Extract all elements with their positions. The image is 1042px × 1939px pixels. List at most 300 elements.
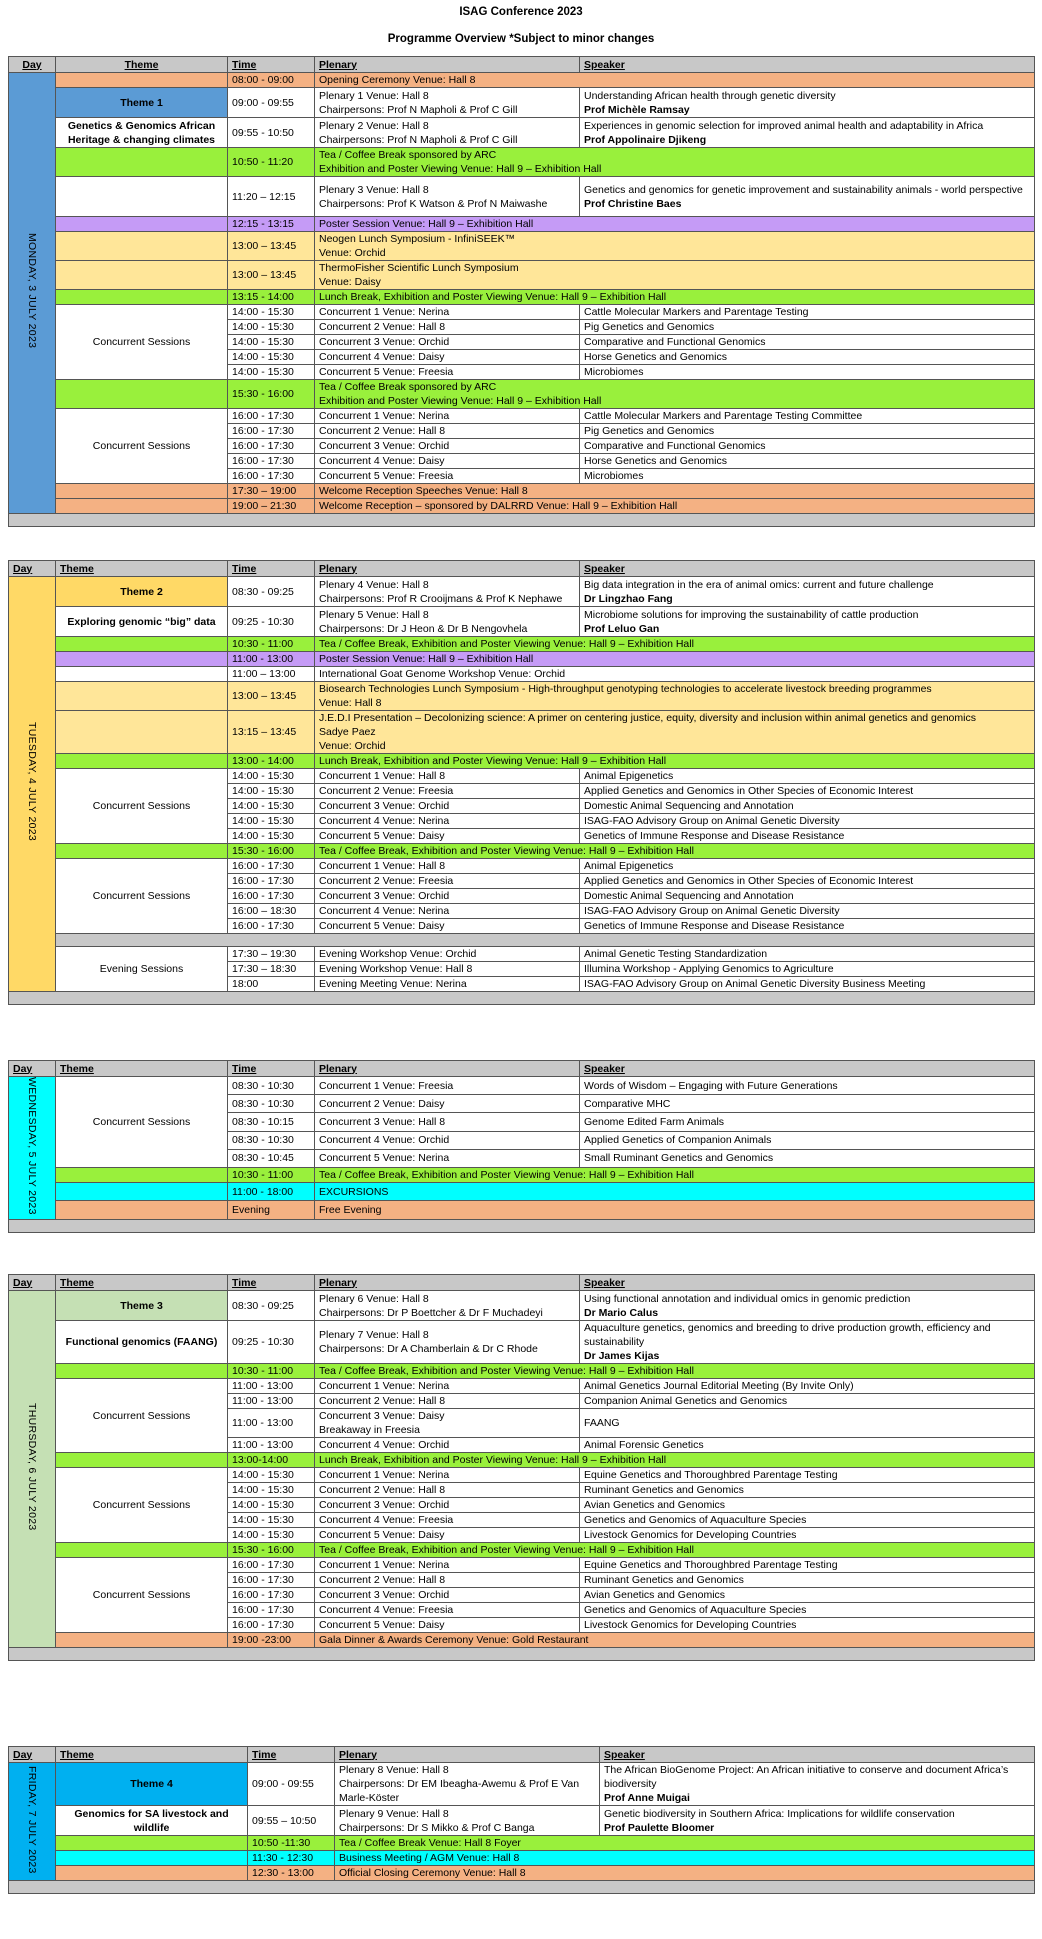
speaker-topic: ISAG-FAO Advisory Group on Animal Genetic Diversity — [584, 815, 840, 827]
day-table — [8, 56, 1035, 527]
concurrent-sessions-label: Concurrent Sessions — [56, 1558, 228, 1633]
session-time: 14:00 - 15:30 — [228, 350, 315, 365]
header-day: Day — [9, 1061, 56, 1077]
theme-cell — [56, 1453, 228, 1468]
schedule-row — [9, 73, 1035, 88]
session-time: 18:00 — [228, 977, 315, 992]
session-title: Concurrent 3 Venue: Orchid — [315, 439, 580, 454]
header-time: Time — [228, 1275, 315, 1291]
session-time: 08:30 - 10:30 — [228, 1131, 315, 1149]
theme-cell — [56, 652, 228, 667]
session-time: 08:30 - 10:45 — [228, 1149, 315, 1167]
speaker-topic: Applied Genetics and Genomics in Other Species of Economic Interest — [584, 875, 914, 887]
day-table — [8, 1060, 1035, 1233]
header-day: Day — [9, 561, 56, 577]
session-time: 09:55 – 10:50 — [248, 1806, 335, 1836]
session-time: 14:00 - 15:30 — [228, 769, 315, 784]
theme-cell — [56, 380, 228, 409]
concurrent-sessions-label: Concurrent Sessions — [56, 769, 228, 844]
session-time: 10:50 - 11:20 — [228, 148, 315, 177]
speaker-cell — [580, 1438, 1035, 1453]
speaker-cell — [580, 409, 1035, 424]
session-title: Tea / Coffee Break, Exhibition and Poster Viewing Venue: Hall 9 – Exhibition Hall — [315, 844, 1035, 859]
speaker-cell — [580, 365, 1035, 380]
session-time: 11:00 - 13:00 — [228, 652, 315, 667]
schedule-row — [9, 1468, 1035, 1483]
schedule-row — [9, 290, 1035, 305]
session-title: Concurrent 1 Venue: Nerina — [315, 1558, 580, 1573]
session-time: 09:25 - 10:30 — [228, 1321, 315, 1364]
speaker-cell — [580, 1409, 1035, 1438]
day-table — [8, 1746, 1035, 1894]
theme-subtitle: Functional genomics (FAANG) — [56, 1321, 228, 1364]
session-title: Plenary 1 Venue: Hall 8 Chairpersons: Prof N Mapholi & Prof C Gill — [315, 88, 580, 118]
session-title: Plenary 2 Venue: Hall 8 Chairpersons: Prof N Mapholi & Prof C Gill — [315, 118, 580, 148]
session-time: 16:00 - 17:30 — [228, 454, 315, 469]
session-time: 17:30 – 19:30 — [228, 947, 315, 962]
theme-cell — [56, 484, 228, 499]
session-time: 14:00 - 15:30 — [228, 1483, 315, 1498]
session-time: 15:30 - 16:00 — [228, 1543, 315, 1558]
session-title: Plenary 4 Venue: Hall 8 Chairpersons: Prof R Crooijmans & Prof K Nephawe — [315, 577, 580, 607]
schedule-row — [9, 1633, 1035, 1648]
speaker-name: Dr James Kijas — [584, 1350, 660, 1362]
header-row — [9, 1747, 1035, 1763]
session-time: 16:00 - 17:30 — [228, 859, 315, 874]
speaker-topic: Aquaculture genetics, genomics and breeding to drive production growth, efficiency and sustainability — [584, 1322, 991, 1348]
speaker-cell — [580, 1077, 1035, 1095]
speaker-name: Prof Appolinaire Djikeng — [584, 133, 707, 146]
session-title: Concurrent 2 Venue: Hall 8 — [315, 1483, 580, 1498]
theme-cell — [56, 290, 228, 305]
spacer-cell — [9, 1648, 1035, 1661]
speaker-cell — [600, 1806, 1035, 1836]
session-time: 15:30 - 16:00 — [228, 844, 315, 859]
session-time: 14:00 - 15:30 — [228, 784, 315, 799]
session-time: 14:00 - 15:30 — [228, 320, 315, 335]
session-time: 17:30 – 18:30 — [228, 962, 315, 977]
schedule-row — [9, 177, 1035, 217]
schedule-row — [9, 1201, 1035, 1219]
speaker-topic: Pig Genetics and Genomics — [584, 425, 715, 437]
schedule-row — [9, 1321, 1035, 1364]
speaker-cell — [580, 88, 1035, 118]
speaker-cell — [580, 784, 1035, 799]
session-title: Concurrent 5 Venue: Daisy — [315, 1528, 580, 1543]
schedule-row — [9, 667, 1035, 682]
theme-cell — [56, 1866, 248, 1881]
session-time: 12:30 - 13:00 — [248, 1866, 335, 1881]
speaker-cell — [580, 1379, 1035, 1394]
speaker-topic: Cattle Molecular Markers and Parentage Testing Committee — [584, 410, 863, 422]
speaker-cell — [580, 1573, 1035, 1588]
speaker-topic: Comparative and Functional Genomics — [584, 336, 766, 348]
session-time: 16:00 - 17:30 — [228, 1618, 315, 1633]
session-title: Neogen Lunch Symposium - InfiniSEEK™ Venue: Orchid — [315, 232, 1035, 261]
session-title: Concurrent 4 Venue: Daisy — [315, 350, 580, 365]
session-title: Concurrent 1 Venue: Hall 8 — [315, 769, 580, 784]
schedule-row — [9, 1851, 1035, 1866]
session-title: Lunch Break, Exhibition and Poster Viewing Venue: Hall 9 – Exhibition Hall — [315, 754, 1035, 769]
spacer-row — [9, 992, 1035, 1005]
gap-cell — [56, 934, 1035, 947]
session-title: Evening Meeting Venue: Nerina — [315, 977, 580, 992]
schedule-row — [9, 754, 1035, 769]
speaker-cell — [580, 829, 1035, 844]
schedule-row — [9, 652, 1035, 667]
speaker-topic: Livestock Genomics for Developing Countries — [584, 1529, 797, 1541]
session-time: 11:20 – 12:15 — [228, 177, 315, 217]
speaker-name: Prof Paulette Bloomer — [604, 1821, 715, 1834]
speaker-cell — [580, 1468, 1035, 1483]
session-title: Concurrent 5 Venue: Freesia — [315, 469, 580, 484]
theme-cell — [56, 1364, 228, 1379]
session-time: 08:30 - 10:30 — [228, 1077, 315, 1095]
theme-cell — [56, 499, 228, 514]
session-time: 12:15 - 13:15 — [228, 217, 315, 232]
session-title: Concurrent 1 Venue: Hall 8 — [315, 859, 580, 874]
theme-cell — [56, 1851, 248, 1866]
speaker-cell — [580, 814, 1035, 829]
theme-cell — [56, 217, 228, 232]
speaker-cell — [580, 1291, 1035, 1321]
session-title: Plenary 3 Venue: Hall 8 Chairpersons: Prof K Watson & Prof N Maiwashe — [315, 177, 580, 217]
speaker-topic: Companion Animal Genetics and Genomics — [584, 1395, 788, 1407]
theme-cell — [56, 711, 228, 754]
document-subtitle: Programme Overview *Subject to minor changes — [387, 33, 655, 45]
speaker-topic: Genetics of Immune Response and Disease Resistance — [584, 920, 845, 932]
speaker-topic: Avian Genetics and Genomics — [584, 1589, 726, 1601]
schedule-row — [9, 88, 1035, 118]
session-time: 09:00 - 09:55 — [228, 88, 315, 118]
speaker-cell — [580, 1483, 1035, 1498]
header-speaker: Speaker — [580, 1275, 1035, 1291]
session-time: 19:00 -23:00 — [228, 1633, 315, 1648]
session-time: 14:00 - 15:30 — [228, 1528, 315, 1543]
session-time: 14:00 - 15:30 — [228, 305, 315, 320]
session-time: 13:00-14:00 — [228, 1453, 315, 1468]
spacer-row — [9, 1648, 1035, 1661]
session-time: 11:00 - 13:00 — [228, 1394, 315, 1409]
speaker-topic: Genetics and genomics for genetic improvement and sustainability animals - world perspective — [584, 183, 1023, 196]
session-time: 16:00 - 17:30 — [228, 409, 315, 424]
session-title: Concurrent 5 Venue: Daisy — [315, 1618, 580, 1633]
header-theme: Theme — [56, 57, 228, 73]
session-time: 14:00 - 15:30 — [228, 365, 315, 380]
session-title: Concurrent 1 Venue: Nerina — [315, 1468, 580, 1483]
header-plenary: Plenary — [315, 561, 580, 577]
speaker-cell — [580, 977, 1035, 992]
session-title: Evening Workshop Venue: Hall 8 — [315, 962, 580, 977]
day-label: TUESDAY, 4 JULY 2023 — [26, 722, 38, 842]
theme-cell — [56, 261, 228, 290]
session-title: Concurrent 4 Venue: Nerina — [315, 814, 580, 829]
speaker-topic: Domestic Animal Sequencing and Annotation — [584, 890, 794, 902]
session-time: 14:00 - 15:30 — [228, 1513, 315, 1528]
session-title: Concurrent 4 Venue: Orchid — [315, 1438, 580, 1453]
day-table — [8, 1274, 1035, 1661]
session-title: Concurrent 4 Venue: Daisy — [315, 454, 580, 469]
theme-cell — [56, 637, 228, 652]
theme-cell — [56, 1201, 228, 1219]
theme-cell — [56, 682, 228, 711]
speaker-cell — [600, 1763, 1035, 1806]
schedule-row — [9, 1806, 1035, 1836]
speaker-cell — [580, 350, 1035, 365]
session-title: Tea / Coffee Break sponsored by ARC Exhibition and Poster Viewing Venue: Hall 9 – Exhibition Hall — [315, 380, 1035, 409]
session-title: Concurrent 3 Venue: Orchid — [315, 1588, 580, 1603]
session-time: 11:00 - 18:00 — [228, 1183, 315, 1201]
speaker-cell — [580, 118, 1035, 148]
theme-cell — [56, 1183, 228, 1201]
session-title: Official Closing Ceremony Venue: Hall 8 — [335, 1866, 1035, 1881]
schedule-row — [9, 305, 1035, 320]
speaker-name: Prof Anne Muigai — [604, 1792, 690, 1804]
header-theme: Theme — [56, 561, 228, 577]
header-day: Day — [9, 57, 56, 73]
speaker-topic: Animal Genetics Journal Editorial Meeting (By Invite Only) — [584, 1380, 854, 1392]
speaker-cell — [580, 874, 1035, 889]
speaker-cell — [580, 799, 1035, 814]
theme-title: Theme 2 — [56, 577, 228, 607]
session-time: 13:00 - 14:00 — [228, 754, 315, 769]
session-title: Welcome Reception Speeches Venue: Hall 8 — [315, 484, 1035, 499]
speaker-topic: Equine Genetics and Thoroughbred Parentage Testing — [584, 1559, 838, 1571]
schedule-row — [9, 1763, 1035, 1806]
speaker-topic: Livestock Genomics for Developing Countries — [584, 1619, 797, 1631]
speaker-topic: Ruminant Genetics and Genomics — [584, 1574, 744, 1586]
spacer-row — [9, 1219, 1035, 1232]
speaker-cell — [580, 577, 1035, 607]
speaker-topic: Genetic biodiversity in Southern Africa: Implications for wildlife conservation — [604, 1807, 955, 1820]
session-title: Plenary 9 Venue: Hall 8 Chairpersons: Dr S Mikko & Prof C Banga — [335, 1806, 600, 1836]
session-title: EXCURSIONS — [315, 1183, 1035, 1201]
schedule-row — [9, 1866, 1035, 1881]
session-title: Concurrent 2 Venue: Freesia — [315, 874, 580, 889]
session-title: Biosearch Technologies Lunch Symposium - High-throughput genotyping technologies to accelerate livestock breeding programmes Venue: Hall 8 — [315, 682, 1035, 711]
session-title: Tea / Coffee Break, Exhibition and Poster Viewing Venue: Hall 9 – Exhibition Hall — [315, 1364, 1035, 1379]
session-time: 11:00 - 13:00 — [228, 1438, 315, 1453]
speaker-topic: Words of Wisdom – Engaging with Future Generations — [584, 1079, 838, 1092]
speaker-cell — [580, 335, 1035, 350]
speaker-cell — [580, 769, 1035, 784]
speaker-cell — [580, 1498, 1035, 1513]
theme-cell — [56, 754, 228, 769]
speaker-topic: ISAG-FAO Advisory Group on Animal Genetic Diversity — [584, 905, 840, 917]
speaker-topic: Avian Genetics and Genomics — [584, 1499, 726, 1511]
spacer-cell — [9, 514, 1035, 527]
day-label-cell — [9, 1763, 56, 1881]
schedule-row — [9, 577, 1035, 607]
header-theme: Theme — [56, 1061, 228, 1077]
session-title: Concurrent 2 Venue: Hall 8 — [315, 1394, 580, 1409]
theme-cell — [56, 148, 228, 177]
session-title: Concurrent 3 Venue: Daisy Breakaway in Freesia — [315, 1409, 580, 1438]
session-time: 14:00 - 15:30 — [228, 814, 315, 829]
speaker-topic: Genome Edited Farm Animals — [584, 1116, 725, 1129]
schedule-row — [9, 1543, 1035, 1558]
speaker-cell — [580, 1113, 1035, 1131]
speaker-topic: Animal Genetic Testing Standardization — [584, 948, 768, 960]
schedule-row — [9, 1379, 1035, 1394]
session-time: 16:00 - 17:30 — [228, 1573, 315, 1588]
speaker-topic: Horse Genetics and Genomics — [584, 351, 727, 363]
schedule-row — [9, 1077, 1035, 1095]
speaker-topic: Genetics of Immune Response and Disease Resistance — [584, 830, 845, 842]
spacer-cell — [9, 992, 1035, 1005]
session-title: Concurrent 3 Venue: Orchid — [315, 1498, 580, 1513]
speaker-cell — [580, 919, 1035, 934]
session-title: Concurrent 4 Venue: Orchid — [315, 1131, 580, 1149]
session-title: Concurrent 1 Venue: Nerina — [315, 305, 580, 320]
theme-subtitle: Genetics & Genomics African Heritage & changing climates — [56, 118, 228, 148]
session-title: Plenary 5 Venue: Hall 8 Chairpersons: Dr J Heon & Dr B Nengovhela — [315, 607, 580, 637]
speaker-topic: Ruminant Genetics and Genomics — [584, 1484, 744, 1496]
speaker-cell — [580, 1095, 1035, 1113]
schedule-row — [9, 1291, 1035, 1321]
session-time: 16:00 - 17:30 — [228, 889, 315, 904]
speaker-topic: Genetics and Genomics of Aquaculture Species — [584, 1604, 807, 1616]
session-time: 15:30 - 16:00 — [228, 380, 315, 409]
schedule-row — [9, 217, 1035, 232]
day-label-cell — [9, 577, 56, 992]
schedule-row — [9, 232, 1035, 261]
session-title: Lunch Break, Exhibition and Poster Viewing Venue: Hall 9 – Exhibition Hall — [315, 290, 1035, 305]
session-time: 08:30 - 09:25 — [228, 1291, 315, 1321]
session-title: Welcome Reception – sponsored by DALRRD Venue: Hall 9 – Exhibition Hall — [315, 499, 1035, 514]
session-time: 08:30 - 09:25 — [228, 577, 315, 607]
speaker-name: Prof Leluo Gan — [584, 622, 660, 635]
theme-subtitle: Exploring genomic “big” data — [56, 607, 228, 637]
schedule-row — [9, 1364, 1035, 1379]
speaker-topic: Small Ruminant Genetics and Genomics — [584, 1152, 774, 1165]
speaker-topic: Microbiomes — [584, 366, 644, 378]
speaker-cell — [580, 607, 1035, 637]
session-title: Plenary 7 Venue: Hall 8 Chairpersons: Dr A Chamberlain & Dr C Rhode — [315, 1321, 580, 1364]
session-title: Concurrent 2 Venue: Daisy — [315, 1095, 580, 1113]
speaker-cell — [580, 1528, 1035, 1543]
session-title: J.E.D.I Presentation – Decolonizing science: A primer on centering justice, equity, diversity and inclusion within animal genetics and genomics Sadye Paez Venue: Orchid — [315, 711, 1035, 754]
header-speaker: Speaker — [600, 1747, 1035, 1763]
spacer-row — [9, 514, 1035, 527]
session-time: 13:00 – 13:45 — [228, 682, 315, 711]
schedule-row — [9, 1558, 1035, 1573]
session-time: 14:00 - 15:30 — [228, 1468, 315, 1483]
speaker-cell — [580, 1149, 1035, 1167]
speaker-topic: Illumina Workshop - Applying Genomics to Agriculture — [584, 963, 834, 975]
schedule-row — [9, 484, 1035, 499]
session-title: Concurrent 2 Venue: Hall 8 — [315, 320, 580, 335]
session-time: 11:00 – 13:00 — [228, 667, 315, 682]
speaker-name: Prof Christine Baes — [584, 197, 682, 210]
schedule-row — [9, 769, 1035, 784]
speaker-cell — [580, 1513, 1035, 1528]
session-time: 09:25 - 10:30 — [228, 607, 315, 637]
speaker-topic: Animal Epigenetics — [584, 860, 674, 872]
speaker-topic: Cattle Molecular Markers and Parentage Testing — [584, 306, 809, 318]
header-time: Time — [228, 57, 315, 73]
session-title: Tea / Coffee Break, Exhibition and Poster Viewing Venue: Hall 9 – Exhibition Hall — [315, 1168, 1035, 1183]
speaker-topic: Using functional annotation and individual omics in genomic prediction — [584, 1292, 911, 1305]
speaker-cell — [580, 947, 1035, 962]
speaker-cell — [580, 1131, 1035, 1149]
session-title: Concurrent 4 Venue: Freesia — [315, 1513, 580, 1528]
speaker-topic: The African BioGenome Project: An African initiative to conserve and document Africa’s biodiversity — [604, 1764, 1009, 1790]
theme-cell — [56, 1543, 228, 1558]
concurrent-sessions-label: Concurrent Sessions — [56, 1379, 228, 1453]
session-title: Concurrent 5 Venue: Daisy — [315, 919, 580, 934]
concurrent-sessions-label: Concurrent Sessions — [56, 1468, 228, 1543]
header-day: Day — [9, 1747, 56, 1763]
schedule-row — [9, 607, 1035, 637]
header-row — [9, 561, 1035, 577]
session-title: Free Evening — [315, 1201, 1035, 1219]
speaker-topic: Microbiome solutions for improving the sustainability of cattle production — [584, 608, 919, 621]
schedule-row — [9, 844, 1035, 859]
session-title: Tea / Coffee Break Venue: Hall 8 Foyer — [335, 1836, 1035, 1851]
speaker-cell — [580, 1618, 1035, 1633]
session-title: Plenary 8 Venue: Hall 8 Chairpersons: Dr EM Ibeagha-Awemu & Prof E Van Marle-Köster — [335, 1763, 600, 1806]
session-title: Concurrent 3 Venue: Orchid — [315, 799, 580, 814]
session-title: ThermoFisher Scientific Lunch Symposium Venue: Daisy — [315, 261, 1035, 290]
concurrent-sessions-label: Concurrent Sessions — [56, 409, 228, 484]
header-plenary: Plenary — [335, 1747, 600, 1763]
speaker-cell — [580, 320, 1035, 335]
session-time: 16:00 - 17:30 — [228, 1588, 315, 1603]
speaker-topic: Animal Epigenetics — [584, 770, 674, 782]
schedule-row — [9, 380, 1035, 409]
speaker-cell — [580, 1588, 1035, 1603]
header-row — [9, 1275, 1035, 1291]
speaker-topic: Big data integration in the era of animal omics: current and future challenge — [584, 578, 934, 591]
speaker-cell — [580, 469, 1035, 484]
speaker-name: Dr Lingzhao Fang — [584, 592, 673, 605]
session-time: 13:15 - 14:00 — [228, 290, 315, 305]
theme-cell — [56, 232, 228, 261]
speaker-topic: Pig Genetics and Genomics — [584, 321, 715, 333]
header-day: Day — [9, 1275, 56, 1291]
session-time: 14:00 - 15:30 — [228, 1498, 315, 1513]
session-title: Concurrent 5 Venue: Freesia — [315, 365, 580, 380]
speaker-topic: FAANG — [584, 1417, 620, 1429]
session-time: 16:00 - 17:30 — [228, 1603, 315, 1618]
schedule-row — [9, 261, 1035, 290]
session-time: 08:30 - 10:15 — [228, 1113, 315, 1131]
session-title: Opening Ceremony Venue: Hall 8 — [315, 73, 1035, 88]
header-time: Time — [228, 561, 315, 577]
session-time: 14:00 - 15:30 — [228, 335, 315, 350]
speaker-topic: Comparative and Functional Genomics — [584, 440, 766, 452]
speaker-topic: Understanding African health through genetic diversity — [584, 89, 836, 102]
session-title: Concurrent 3 Venue: Hall 8 — [315, 1113, 580, 1131]
session-title: Concurrent 1 Venue: Nerina — [315, 409, 580, 424]
session-title: Concurrent 4 Venue: Nerina — [315, 904, 580, 919]
speaker-name: Prof Michèle Ramsay — [584, 103, 690, 116]
session-time: 13:00 – 13:45 — [228, 261, 315, 290]
session-time: 08:00 - 09:00 — [228, 73, 315, 88]
session-title: Tea / Coffee Break, Exhibition and Poster Viewing Venue: Hall 9 – Exhibition Hall — [315, 637, 1035, 652]
speaker-topic: Animal Forensic Genetics — [584, 1439, 704, 1451]
evening-sessions-label: Evening Sessions — [56, 947, 228, 992]
session-time: 16:00 - 17:30 — [228, 1558, 315, 1573]
session-title: Concurrent 4 Venue: Freesia — [315, 1603, 580, 1618]
theme-cell — [56, 844, 228, 859]
session-title: Poster Session Venue: Hall 9 – Exhibition Hall — [315, 652, 1035, 667]
session-title: Concurrent 3 Venue: Orchid — [315, 889, 580, 904]
speaker-cell — [580, 177, 1035, 217]
schedule-row — [9, 118, 1035, 148]
schedule-row — [9, 148, 1035, 177]
